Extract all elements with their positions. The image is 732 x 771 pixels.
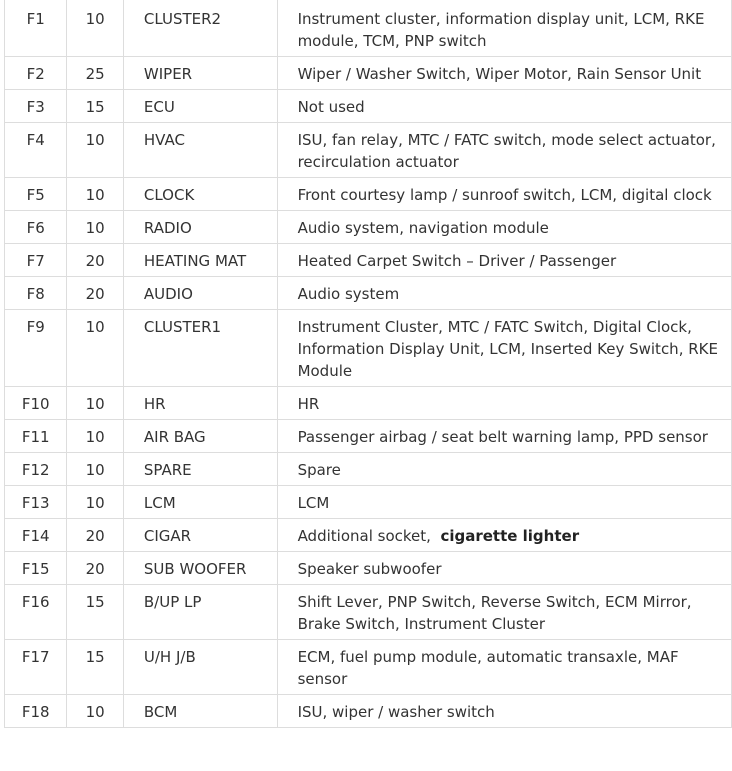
fuse-description-text: Wiper / Washer Switch, Wiper Motor, Rain Sensor Unit bbox=[297, 65, 702, 83]
fuse-amperage-cell: 10 bbox=[67, 211, 123, 244]
fuse-description-text: Front courtesy lamp / sunroof switch, LCM, digital clock bbox=[297, 186, 712, 204]
fuse-amperage-cell: 10 bbox=[67, 387, 123, 420]
fuse-description-bold-text: cigarette lighter bbox=[440, 527, 580, 545]
fuse-amperage-cell: 10 bbox=[67, 453, 123, 486]
table-row bbox=[5, 244, 732, 277]
table-row bbox=[5, 310, 732, 387]
fuse-description-cell bbox=[277, 486, 731, 519]
fuse-description-text: Instrument cluster, information display unit, LCM, RKE module, TCM, PNP switch bbox=[297, 10, 705, 50]
fuse-description-cell bbox=[277, 244, 731, 277]
table-row bbox=[5, 640, 732, 695]
fuse-table-body bbox=[5, 0, 732, 728]
fuse-name-cell: BCM bbox=[123, 695, 277, 728]
fuse-description-cell bbox=[277, 453, 731, 486]
fuse-description-text: Spare bbox=[297, 461, 341, 479]
table-row bbox=[5, 178, 732, 211]
fuse-amperage-cell: 25 bbox=[67, 57, 123, 90]
fuse-description-cell bbox=[277, 519, 731, 552]
fuse-description-text: LCM bbox=[297, 494, 330, 512]
table-row bbox=[5, 90, 732, 123]
fuse-description-text: Not used bbox=[297, 98, 365, 116]
fuse-description-cell bbox=[277, 57, 731, 90]
fuse-amperage-cell: 10 bbox=[67, 123, 123, 178]
fuse-id-cell: F16 bbox=[5, 585, 67, 640]
fuse-amperage-cell: 10 bbox=[67, 695, 123, 728]
fuse-description-text: ISU, fan relay, MTC / FATC switch, mode select actuator, recirculation actuator bbox=[297, 131, 716, 171]
fuse-name-cell: SPARE bbox=[123, 453, 277, 486]
fuse-id-cell: F2 bbox=[5, 57, 67, 90]
fuse-name-cell: CIGAR bbox=[123, 519, 277, 552]
table-row bbox=[5, 453, 732, 486]
fuse-id-cell: F17 bbox=[5, 640, 67, 695]
fuse-id-cell: F5 bbox=[5, 178, 67, 211]
fuse-id-cell: F6 bbox=[5, 211, 67, 244]
fuse-id-cell: F14 bbox=[5, 519, 67, 552]
fuse-amperage-cell: 20 bbox=[67, 552, 123, 585]
fuse-description-text: HR bbox=[297, 395, 320, 413]
fuse-description-cell bbox=[277, 640, 731, 695]
fuse-amperage-cell: 10 bbox=[67, 0, 123, 57]
fuse-id-cell: F3 bbox=[5, 90, 67, 123]
fuse-id-cell: F9 bbox=[5, 310, 67, 387]
fuse-name-cell: CLUSTER1 bbox=[123, 310, 277, 387]
fuse-description-cell bbox=[277, 420, 731, 453]
fuse-description-cell bbox=[277, 178, 731, 211]
fuse-description-cell bbox=[277, 211, 731, 244]
fuse-table bbox=[4, 0, 732, 728]
fuse-id-cell: F15 bbox=[5, 552, 67, 585]
fuse-id-cell: F13 bbox=[5, 486, 67, 519]
fuse-id-cell: F12 bbox=[5, 453, 67, 486]
table-row bbox=[5, 123, 732, 178]
table-row bbox=[5, 211, 732, 244]
fuse-name-cell: LCM bbox=[123, 486, 277, 519]
fuse-description-cell bbox=[277, 0, 731, 57]
fuse-name-cell: AIR BAG bbox=[123, 420, 277, 453]
table-row bbox=[5, 0, 732, 57]
fuse-description-cell bbox=[277, 90, 731, 123]
fuse-id-cell: F7 bbox=[5, 244, 67, 277]
fuse-description-text: ECM, fuel pump module, automatic transaxle, MAF sensor bbox=[297, 648, 679, 688]
fuse-id-cell: F18 bbox=[5, 695, 67, 728]
table-row bbox=[5, 552, 732, 585]
fuse-id-cell: F4 bbox=[5, 123, 67, 178]
fuse-amperage-cell: 15 bbox=[67, 90, 123, 123]
fuse-description-text: Passenger airbag / seat belt warning lamp, PPD sensor bbox=[297, 428, 708, 446]
fuse-amperage-cell: 10 bbox=[67, 178, 123, 211]
table-row bbox=[5, 57, 732, 90]
fuse-name-cell: HEATING MAT bbox=[123, 244, 277, 277]
fuse-name-cell: RADIO bbox=[123, 211, 277, 244]
fuse-name-cell: HVAC bbox=[123, 123, 277, 178]
fuse-name-cell: SUB WOOFER bbox=[123, 552, 277, 585]
fuse-name-cell: CLUSTER2 bbox=[123, 0, 277, 57]
fuse-name-cell: HR bbox=[123, 387, 277, 420]
fuse-description-text: ISU, wiper / washer switch bbox=[297, 703, 495, 721]
table-row bbox=[5, 387, 732, 420]
table-row bbox=[5, 486, 732, 519]
fuse-description-cell bbox=[277, 695, 731, 728]
table-row bbox=[5, 695, 732, 728]
fuse-name-cell: ECU bbox=[123, 90, 277, 123]
table-row bbox=[5, 277, 732, 310]
fuse-amperage-cell: 15 bbox=[67, 585, 123, 640]
fuse-amperage-cell: 20 bbox=[67, 277, 123, 310]
fuse-id-cell: F8 bbox=[5, 277, 67, 310]
fuse-description-cell bbox=[277, 585, 731, 640]
fuse-description-text: Audio system, navigation module bbox=[297, 219, 549, 237]
fuse-amperage-cell: 15 bbox=[67, 640, 123, 695]
fuse-description-cell bbox=[277, 387, 731, 420]
fuse-amperage-cell: 20 bbox=[67, 519, 123, 552]
fuse-description-text: Audio system bbox=[297, 285, 400, 303]
fuse-id-cell: F11 bbox=[5, 420, 67, 453]
fuse-description-cell bbox=[277, 552, 731, 585]
fuse-amperage-cell: 10 bbox=[67, 486, 123, 519]
fuse-description-text: Heated Carpet Switch – Driver / Passenger bbox=[297, 252, 617, 270]
fuse-description-text: Speaker subwoofer bbox=[297, 560, 442, 578]
table-row bbox=[5, 585, 732, 640]
fuse-name-cell: CLOCK bbox=[123, 178, 277, 211]
table-row bbox=[5, 420, 732, 453]
fuse-description-text: Additional socket, bbox=[297, 527, 431, 545]
fuse-description-cell bbox=[277, 123, 731, 178]
fuse-name-cell: U/H J/B bbox=[123, 640, 277, 695]
fuse-amperage-cell: 20 bbox=[67, 244, 123, 277]
fuse-id-cell: F10 bbox=[5, 387, 67, 420]
fuse-description-text: Instrument Cluster, MTC / FATC Switch, Digital Clock, Information Display Unit, LCM, Inserted Key Switch, RKE Module bbox=[297, 318, 718, 380]
fuse-name-cell: WIPER bbox=[123, 57, 277, 90]
table-row bbox=[5, 519, 732, 552]
fuse-name-cell: B/UP LP bbox=[123, 585, 277, 640]
fuse-name-cell: AUDIO bbox=[123, 277, 277, 310]
fuse-amperage-cell: 10 bbox=[67, 420, 123, 453]
fuse-description-text: Shift Lever, PNP Switch, Reverse Switch, ECM Mirror, Brake Switch, Instrument Cluster bbox=[297, 593, 692, 633]
fuse-description-cell bbox=[277, 310, 731, 387]
fuse-description-cell bbox=[277, 277, 731, 310]
fuse-id-cell: F1 bbox=[5, 0, 67, 57]
fuse-amperage-cell: 10 bbox=[67, 310, 123, 387]
